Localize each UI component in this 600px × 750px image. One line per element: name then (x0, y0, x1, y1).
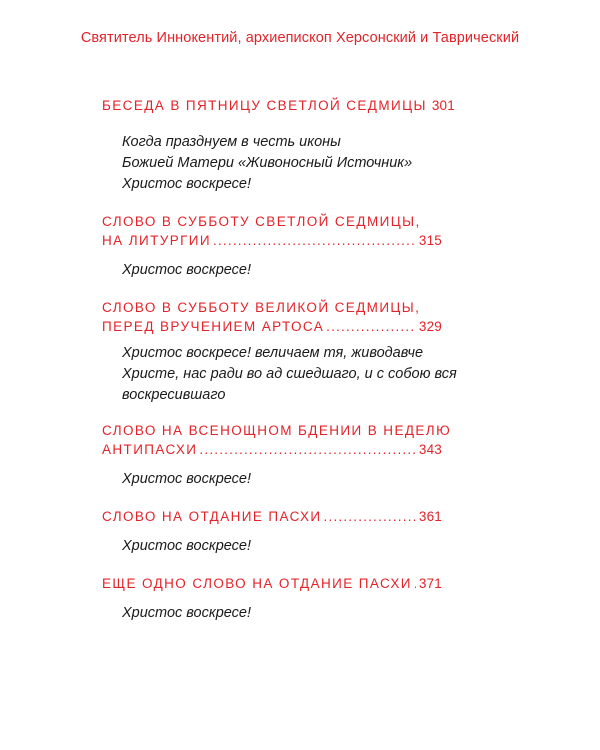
toc-page-number: 361 (418, 509, 442, 524)
dot-leader (213, 231, 416, 250)
incipit-line: Христос воскресе! (122, 176, 252, 192)
toc-entry-title (102, 212, 442, 250)
toc-entry-title-line: НА ЛИТУРГИИ (102, 233, 212, 248)
running-head: Святитель Иннокентий, архиепископ Херсонский и Таврический (80, 30, 520, 46)
toc-page-number: 371 (418, 576, 442, 591)
incipit-line: Божией Матери «Живоносный Источник» (122, 155, 413, 171)
toc-page-number: 329 (418, 319, 442, 334)
toc-page-number: 343 (418, 442, 442, 457)
dot-leader (199, 440, 415, 459)
dot-leader (414, 574, 416, 593)
toc-entry-title (102, 507, 442, 526)
toc-entry-6 (102, 574, 442, 624)
toc-entry-title (102, 298, 442, 336)
table-of-contents (102, 96, 457, 624)
toc-entry-title-line: СЛОВО НА ВСЕНОЩНОМ БДЕНИИ В НЕДЕЛЮ (102, 423, 452, 438)
toc-entry-title-line: АНТИПАСХИ (102, 442, 198, 457)
incipit-line: Когда празднуем в честь иконы (122, 134, 341, 150)
incipit-line: Христос воскресе! величаем тя, живодавче (122, 345, 424, 361)
incipit-line: Христос воскресе! (122, 605, 252, 621)
toc-entry-title (102, 96, 455, 115)
incipit-line: Христос воскресе! (122, 538, 252, 554)
toc-page-number: 315 (418, 233, 442, 248)
incipit-line: Христос воскресе! (122, 471, 252, 487)
toc-entry-title-line: СЛОВО НА ОТДАНИЕ ПАСХИ (102, 509, 322, 524)
toc-entry-incipit (122, 132, 442, 195)
toc-entry-5 (102, 507, 442, 557)
toc-entry-title (102, 421, 452, 459)
toc-entry-incipit (122, 603, 442, 624)
toc-entry-2 (102, 212, 442, 281)
dot-leader (324, 507, 416, 526)
toc-entry-4 (102, 421, 452, 490)
toc-entry-1 (102, 96, 455, 195)
toc-page-number: 301 (431, 98, 455, 113)
incipit-line: Христе, нас ради во ад сшедшаго, и с собою вся (122, 366, 457, 382)
toc-entry-incipit (122, 260, 442, 281)
toc-entry-incipit (122, 343, 457, 406)
toc-entry-title-line: ЕЩЕ ОДНО СЛОВО НА ОТДАНИЕ ПАСХИ (102, 576, 412, 591)
toc-entry-incipit (122, 536, 442, 557)
dot-leader (326, 317, 416, 336)
toc-entry-title-line: СЛОВО В СУББОТУ ВЕЛИКОЙ СЕДМИЦЫ, (102, 300, 421, 315)
toc-entry-incipit (122, 469, 442, 490)
toc-entry-title-line: ПЕРЕД ВРУЧЕНИЕМ АРТОСА (102, 319, 325, 334)
toc-entry-title (102, 574, 442, 593)
incipit-line: воскресившаго (122, 387, 226, 403)
incipit-line: Христос воскресе! (122, 262, 252, 278)
toc-entry-title-line: БЕСЕДА В ПЯТНИЦУ СВЕТЛОЙ СЕДМИЦЫ (102, 98, 427, 113)
toc-entry-3 (102, 298, 457, 406)
toc-entry-title-line: СЛОВО В СУББОТУ СВЕТЛОЙ СЕДМИЦЫ, (102, 214, 421, 229)
